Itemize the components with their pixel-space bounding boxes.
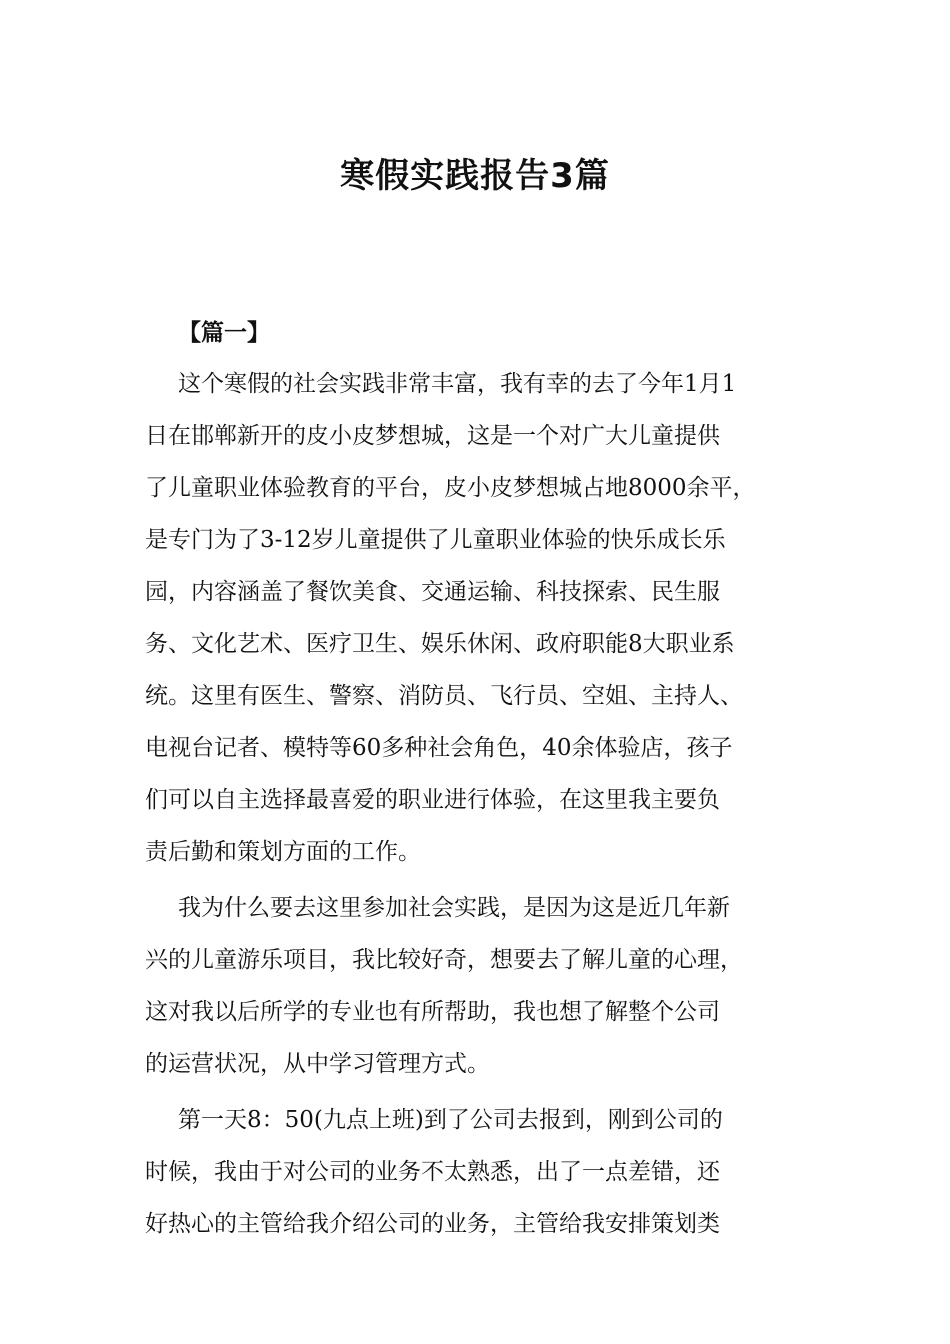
text-line: 是专门为了3-12岁儿童提供了儿童职业体验的快乐成长乐: [145, 527, 726, 553]
text-line: 园，内容涵盖了餐饮美食、交通运输、科技探索、民生服: [145, 579, 720, 605]
text-line: 务、文化艺术、医疗卫生、娱乐休闲、政府职能8大职业系: [145, 631, 735, 657]
text-line: 责后勤和策划方面的工作。: [145, 839, 421, 865]
text-line: 电视台记者、模特等60多种社会角色，40余体验店，孩子: [145, 735, 733, 761]
text-line: 我为什么要去这里参加社会实践，是因为这是近几年新: [178, 895, 730, 921]
text-line: 这个寒假的社会实践非常丰富，我有幸的去了今年1月1: [178, 371, 737, 397]
section-heading: 【篇一】: [178, 320, 270, 346]
text-line: 兴的儿童游乐项目，我比较好奇，想要去了解儿童的心理，: [145, 947, 743, 973]
document-title: 寒假实践报告3篇: [340, 156, 610, 196]
text-line: 们可以自主选择最喜爱的职业进行体验，在这里我主要负: [145, 787, 720, 813]
text-line: 时候，我由于对公司的业务不太熟悉，出了一点差错，还: [145, 1159, 720, 1185]
text-line: 的运营状况，从中学习管理方式。: [145, 1051, 490, 1077]
text-line: 第一天8：50(九点上班)到了公司去报到，刚到公司的: [178, 1107, 723, 1133]
text-line: 日在邯郸新开的皮小皮梦想城，这是一个对广大儿童提供: [145, 423, 720, 449]
text-line: 这对我以后所学的专业也有所帮助，我也想了解整个公司: [145, 999, 720, 1025]
text-line: 好热心的主管给我介绍公司的业务，主管给我安排策划类: [145, 1211, 720, 1237]
text-line: 了儿童职业体验教育的平台，皮小皮梦想城占地8000余平，: [145, 475, 756, 501]
text-line: 统。这里有医生、警察、消防员、飞行员、空姐、主持人、: [145, 683, 743, 709]
